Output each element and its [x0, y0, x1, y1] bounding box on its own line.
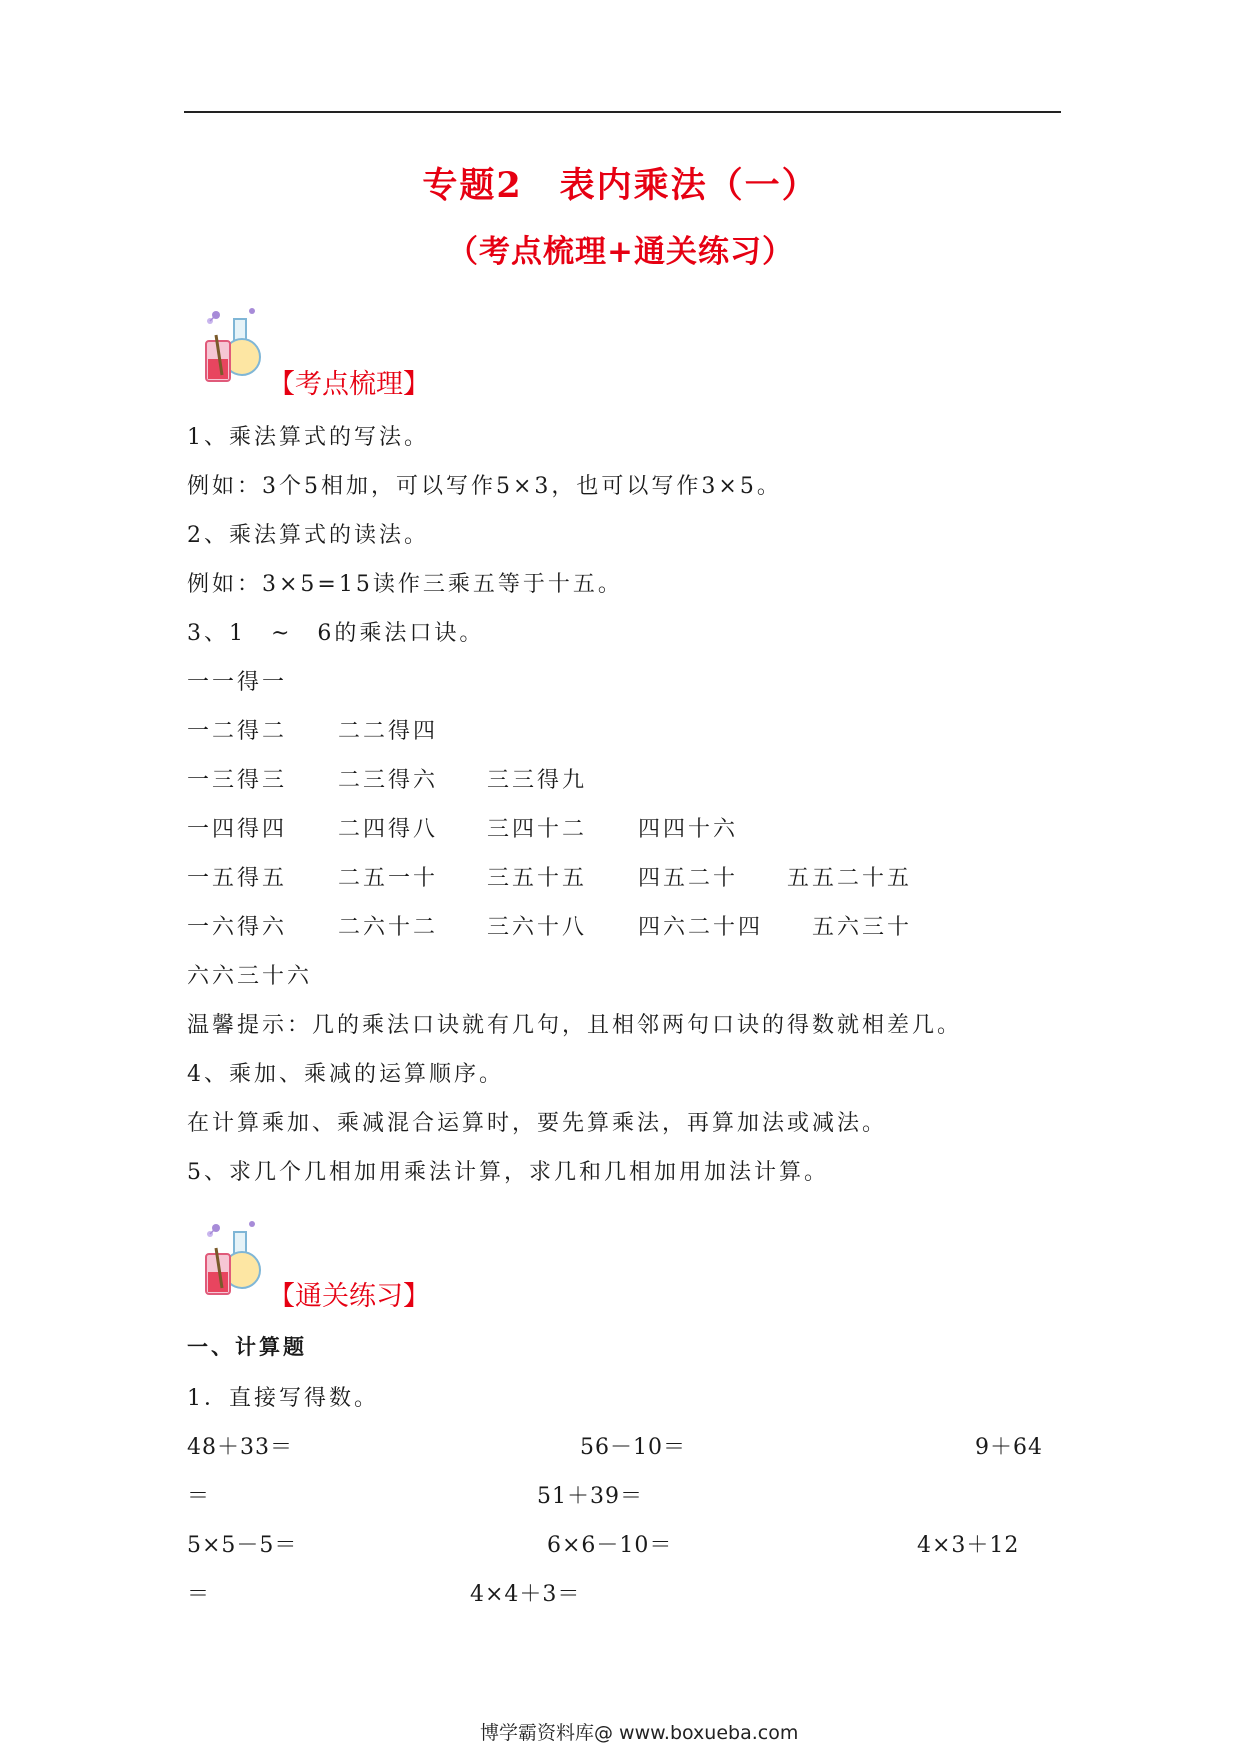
footer-watermark: 博学霸资料库@ www.boxueba.com: [480, 1722, 799, 1744]
table-cell: 六六三十六: [187, 964, 313, 989]
exercise: 4×4＋3＝: [470, 1582, 581, 1607]
table-cell: 二四得八: [338, 817, 439, 842]
exercise: 56－10＝: [580, 1435, 686, 1460]
header-rule: [184, 111, 1061, 113]
table-cell: 二六十二: [338, 915, 439, 940]
text-line: 1、乘法算式的写法。: [187, 425, 429, 450]
exercise: 51＋39＝: [537, 1484, 643, 1509]
section-heading-review: 【考点梳理】: [268, 369, 430, 400]
table-cell: 五五二十五: [787, 866, 913, 891]
page-title: 专题2 表内乘法（一）: [422, 165, 819, 206]
table-cell: 三六十八: [487, 915, 588, 940]
table-cell: 五六三十: [812, 915, 913, 940]
text-line: 3、1 ~ 6的乘法口诀。: [187, 621, 485, 646]
exercise: ＝: [187, 1484, 211, 1509]
text-line: 5、求几个几相加用乘法计算，求几和几相加用加法计算。: [187, 1160, 829, 1185]
flask-icon: [204, 1218, 264, 1298]
table-cell: 二五一十: [338, 866, 439, 891]
exercise: 6×6－10＝: [547, 1533, 673, 1558]
exercise: 5×5－5＝: [187, 1533, 298, 1558]
table-cell: 一四得四: [187, 817, 288, 842]
text-line: 例如：3个5相加，可以写作5×3，也可以写作3×5。: [187, 474, 782, 499]
text-line: 在计算乘加、乘减混合运算时，要先算乘法，再算加法或减法。: [187, 1111, 888, 1136]
table-cell: 一五得五: [187, 866, 288, 891]
text-line: 2、乘法算式的读法。: [187, 523, 429, 548]
table-cell: 一三得三: [187, 768, 288, 793]
table-cell: 三三得九: [487, 768, 588, 793]
table-cell: 三五十五: [487, 866, 588, 891]
exercise: 9＋64: [975, 1435, 1043, 1460]
text-line: 4、乘加、乘减的运算顺序。: [187, 1062, 504, 1087]
flask-icon: [204, 305, 264, 385]
text-line: 温馨提示：几的乘法口诀就有几句，且相邻两句口诀的得数就相差几。: [187, 1013, 963, 1038]
table-cell: 三四十二: [487, 817, 588, 842]
page-subtitle: （考点梳理+通关练习）: [447, 234, 794, 270]
exercise: 48＋33＝: [187, 1435, 293, 1460]
exercise: 4×3＋12: [917, 1533, 1020, 1558]
part-title: 一、计算题: [187, 1334, 307, 1359]
question-title: 1．直接写得数。: [187, 1386, 379, 1411]
table-cell: 四六二十四: [638, 915, 764, 940]
table-cell: 四四十六: [638, 817, 739, 842]
text-line: 例如：3×5=15读作三乘五等于十五。: [187, 572, 623, 597]
table-cell: 一二得二: [187, 719, 288, 744]
table-cell: 二二得四: [338, 719, 439, 744]
table-cell: 一一得一: [187, 670, 288, 695]
exercise: ＝: [187, 1582, 211, 1607]
section-heading-practice: 【通关练习】: [268, 1281, 430, 1312]
table-cell: 二三得六: [338, 768, 439, 793]
table-cell: 一六得六: [187, 915, 288, 940]
table-cell: 四五二十: [638, 866, 739, 891]
